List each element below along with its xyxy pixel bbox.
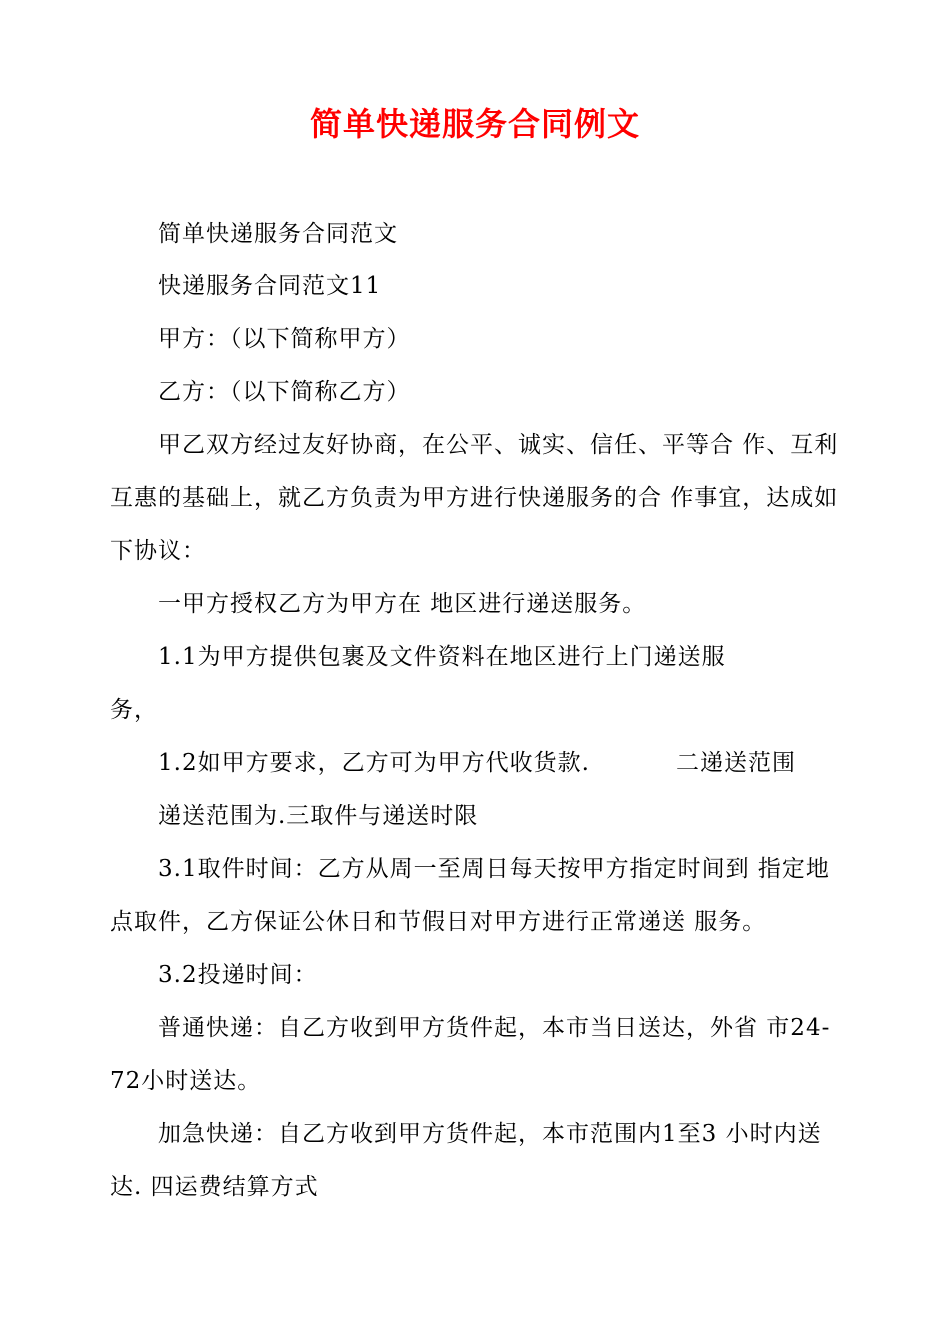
text-line: 乙方：（以下简称乙方）	[158, 379, 411, 405]
text-line: 1.1为甲方提供包裹及文件资料在地区进行上门递送服	[158, 644, 726, 670]
section-heading: 二递送范围	[676, 750, 796, 776]
text-line: 甲乙双方经过友好协商，在公平、诚实、信任、平等合 作、互利	[158, 432, 839, 458]
document-title: 简单快递服务合同例文	[309, 105, 640, 143]
text-line: 递送范围为.三取件与递送时限	[158, 803, 479, 829]
text-line: 下协议：	[110, 538, 206, 564]
text-line: 1.2如甲方要求，乙方可为甲方代收货款.	[158, 750, 590, 776]
text-line: 一甲方授权乙方为甲方在 地区进行递送服务。	[158, 591, 647, 617]
text-line: 3.2投递时间：	[158, 962, 318, 988]
text-line: 达. 四运费结算方式	[110, 1174, 319, 1200]
text-line: 快递服务合同范文11	[158, 273, 382, 299]
text-line: 互惠的基础上，就乙方负责为甲方进行快递服务的合 作事宜，达成如	[110, 485, 839, 511]
text-line: 72小时送达。	[110, 1068, 262, 1094]
text-line: 加急快递：自乙方收到甲方货件起，本市范围内1至3 小时内送	[158, 1121, 822, 1147]
text-line: 3.1取件时间：乙方从周一至周日每天按甲方指定时间到 指定地	[158, 856, 830, 882]
text-line: 简单快递服务合同范文	[158, 221, 398, 247]
text-line: 务，	[110, 697, 158, 723]
text-line: 点取件，乙方保证公休日和节假日对甲方进行正常递送 服务。	[110, 909, 767, 935]
text-line: 普通快递：自乙方收到甲方货件起，本市当日送达，外省 市24-	[158, 1015, 831, 1041]
text-line: 甲方：（以下简称甲方）	[158, 326, 411, 352]
